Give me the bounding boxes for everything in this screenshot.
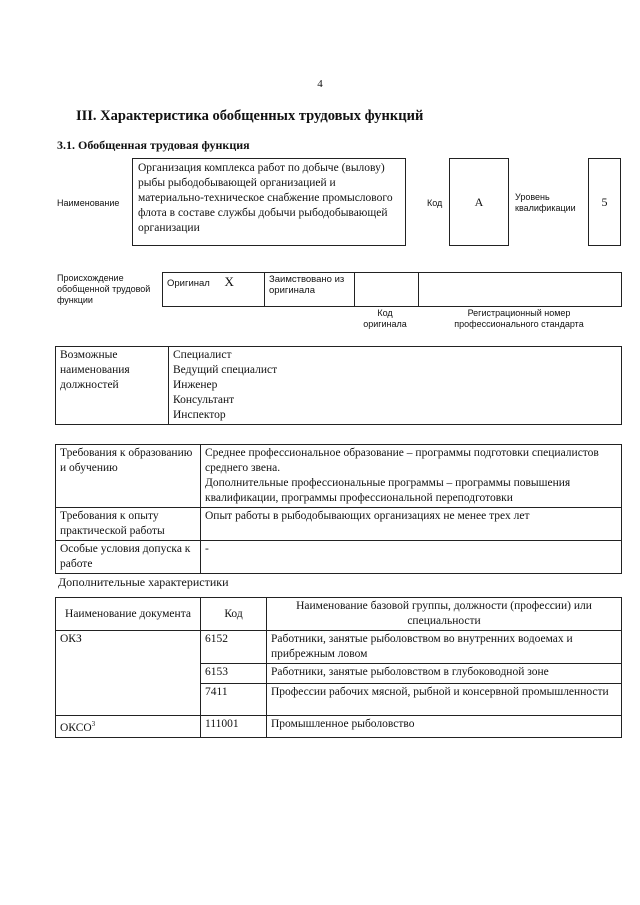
experience-label: Требования к опыту практической работы (56, 508, 201, 541)
special-conditions-value: - (201, 541, 622, 574)
origin-label: Происхождение обобщенной трудовой функции (57, 273, 151, 305)
code-box (449, 158, 509, 246)
position-item: Ведущий специалист (173, 364, 278, 376)
borrowed-label: Заимствовано из оригинала (269, 274, 345, 296)
code-cell: 6152 (201, 631, 267, 664)
original-label: Оригинал (167, 278, 210, 289)
education-label: Требования к образованию и обучению (56, 445, 201, 508)
borrowed-cell (265, 273, 355, 307)
level-label: Уровень квалификации (515, 192, 576, 213)
section-title: III. Характеристика обобщенных трудовых функций (76, 108, 424, 124)
header-code: Код (201, 598, 267, 631)
function-name-value: Организация комплекса работ по добыче (вылову) рыбы рыбодобывающей организацией и материально-техническое снабжение промыслового флота в составе службы добычи рыбодобывающей организации (138, 162, 393, 234)
special-conditions-label: Особые условия допуска к работе (56, 541, 201, 574)
code-cell: 111001 (201, 716, 267, 738)
education-value: Среднее профессиональное образование – программы подготовки специалистов среднего звена. Дополнительные профессиональные программы – программы повышения квалификации, программы профессиональной переподготовки (201, 445, 622, 508)
origin-table (162, 272, 622, 307)
code-caption: Код оригинала (363, 308, 407, 329)
reg-caption: Регистрационный номер профессионального стандарта (454, 308, 584, 329)
experience-value: Опыт работы в рыбодобывающих организациях не менее трех лет (201, 508, 622, 541)
extra-title: Дополнительные характеристики (58, 575, 229, 589)
name-cell: Промышленное рыболовство (267, 716, 622, 738)
position-item: Консультант (173, 394, 235, 406)
name-cell: Работники, занятые рыболовством во внутренних водоемах и прибрежным ловом (267, 631, 622, 664)
position-item: Инженер (173, 379, 218, 391)
code-cell: 6153 (201, 664, 267, 684)
code-label: Код (427, 198, 443, 208)
origin-code-cell (355, 273, 419, 307)
doc-cell: ОКЗ (56, 631, 201, 716)
position-item: Инспектор (173, 409, 226, 421)
position-item: Специалист (173, 349, 232, 361)
header-name: Наименование базовой группы, должности (профессии) или специальности (267, 598, 622, 631)
level-value: 5 (601, 194, 608, 209)
code-value: A (474, 194, 484, 209)
level-box (588, 158, 621, 246)
page-number: 4 (317, 78, 323, 90)
code-cell: 7411 (201, 684, 267, 716)
footnote-mark: 3 (91, 720, 96, 728)
original-mark: X (224, 274, 234, 289)
positions-list (169, 347, 622, 425)
requirements-table (55, 444, 622, 574)
positions-table (55, 346, 622, 425)
origin-original-cell (163, 273, 265, 307)
name-cell: Профессии рабочих мясной, рыбной и консервной промышленности (267, 684, 622, 716)
name-label: Наименование (57, 198, 120, 208)
function-name-box (132, 158, 406, 246)
positions-label: Возможные наименования должностей (56, 347, 169, 425)
doc-cell: ОКСО$^3$ (56, 716, 201, 738)
header-document: Наименование документа (56, 598, 201, 631)
origin-reg-cell (419, 273, 622, 307)
subsection-title: 3.1. Обобщенная трудовая функция (57, 138, 250, 152)
extra-table (55, 597, 622, 738)
name-cell: Работники, занятые рыболовством в глубоководной зоне (267, 664, 622, 684)
